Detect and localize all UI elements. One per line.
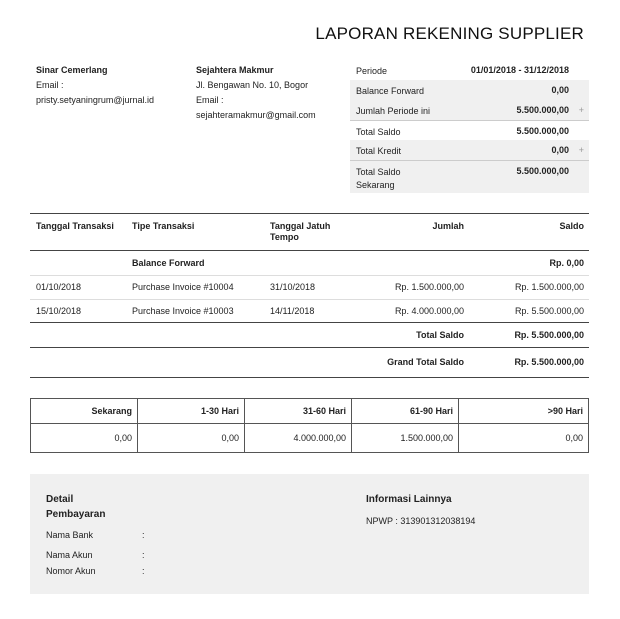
bank-label: Nama Bank <box>46 530 94 540</box>
row-jumlah: Rp. 1.500.000,00 <box>394 282 464 292</box>
total-saldo-label: Total Saldo <box>416 330 464 340</box>
supplier-block <box>196 63 346 123</box>
aging-value: 4.000.000,00 <box>293 433 346 443</box>
company-name: Sinar Cemerlang <box>36 65 108 75</box>
grand-total-rule <box>30 377 589 378</box>
header-tipe: Tipe Transaksi <box>132 221 195 231</box>
company-block <box>36 63 186 108</box>
nomor-label: Nomor Akun <box>46 566 96 576</box>
aging-header: 1-30 Hari <box>138 399 244 424</box>
row-tanggal: 15/10/2018 <box>36 306 82 316</box>
jumlah-value: 5.500.000,00 <box>516 105 569 115</box>
total-saldo-value: 5.500.000,00 <box>516 126 569 136</box>
info-title: Informasi Lainnya <box>366 494 452 505</box>
bank-colon: : <box>142 530 145 540</box>
row-tanggal: 01/10/2018 <box>36 282 82 292</box>
akun-colon: : <box>142 550 145 560</box>
aging-col-31-60 <box>245 399 352 452</box>
header-bottom-rule <box>30 250 589 251</box>
summary-jumlah <box>350 100 589 120</box>
row-saldo: Rp. 1.500.000,00 <box>514 282 584 292</box>
row-divider <box>30 299 589 300</box>
aging-header: 61-90 Hari <box>352 399 458 424</box>
plus-icon: + <box>578 145 584 155</box>
npwp: NPWP : 313901312038194 <box>366 516 476 526</box>
row-tipe[interactable]: Purchase Invoice #10003 <box>132 306 234 316</box>
report-title: LAPORAN REKENING SUPPLIER <box>315 24 584 43</box>
summary-balance-forward <box>350 80 589 100</box>
periode-label: Periode <box>356 66 388 76</box>
rows-bottom-rule <box>30 322 589 323</box>
total-sekarang-value: 5.500.000,00 <box>516 166 569 176</box>
row-divider <box>30 275 589 276</box>
plus-icon: + <box>578 105 584 115</box>
supplier-email: sejahteramakmur@gmail.com <box>196 110 316 120</box>
aging-value: 0,00 <box>221 433 239 443</box>
header-tanggal: Tanggal Transaksi <box>36 221 114 231</box>
supplier-email-label: Email : <box>196 95 224 105</box>
total-kredit-label: Total Kredit <box>356 146 402 156</box>
aging-header: >90 Hari <box>459 399 588 424</box>
supplier-address: Jl. Bengawan No. 10, Bogor <box>196 80 309 90</box>
aging-header: Sekarang <box>31 399 137 424</box>
table-top-rule <box>30 213 589 214</box>
aging-table <box>30 398 589 453</box>
balance-forward-label: Balance Forward <box>356 86 425 96</box>
total-rule <box>30 347 589 348</box>
balance-forward-row-label: Balance Forward <box>132 258 205 268</box>
company-email: pristy.setyaningrum@jurnal.id <box>36 95 155 105</box>
aging-col-61-90 <box>352 399 459 452</box>
header-jumlah: Jumlah <box>432 221 464 231</box>
summary-box <box>350 60 589 193</box>
summary-periode <box>350 60 589 80</box>
row-jatuh-tempo: 31/10/2018 <box>270 282 316 292</box>
payment-title: Detail Pembayaran <box>46 494 106 520</box>
jumlah-label: Jumlah Periode ini <box>356 106 431 116</box>
nomor-colon: : <box>142 566 145 576</box>
aging-col-1-30 <box>138 399 245 452</box>
total-saldo-value: Rp. 5.500.000,00 <box>514 330 584 340</box>
supplier-name: Sejahtera Makmur <box>196 65 274 75</box>
grand-total-value: Rp. 5.500.000,00 <box>514 357 584 367</box>
total-kredit-value: 0,00 <box>551 145 569 155</box>
balance-forward-value: 0,00 <box>551 85 569 95</box>
summary-total-kredit <box>350 140 589 160</box>
balance-forward-row-saldo: Rp. 0,00 <box>549 258 584 268</box>
aging-header: 31-60 Hari <box>245 399 351 424</box>
total-sekarang-label: Total Saldo Sekarang <box>356 167 401 190</box>
row-jumlah: Rp. 4.000.000,00 <box>394 306 464 316</box>
row-jatuh-tempo: 14/11/2018 <box>270 306 315 316</box>
aging-col-sekarang <box>31 399 138 452</box>
header-saldo: Saldo <box>559 221 584 231</box>
row-tipe[interactable]: Purchase Invoice #10004 <box>132 282 234 292</box>
aging-value: 0,00 <box>114 433 132 443</box>
aging-col-90plus <box>459 399 588 452</box>
aging-value: 1.500.000,00 <box>400 433 453 443</box>
total-saldo-label: Total Saldo <box>356 127 401 137</box>
payment-footer <box>30 474 589 594</box>
aging-value: 0,00 <box>565 433 583 443</box>
summary-total-saldo <box>350 120 589 140</box>
summary-total-sekarang <box>350 160 589 193</box>
row-saldo: Rp. 5.500.000,00 <box>514 306 584 316</box>
periode-value: 01/01/2018 - 31/12/2018 <box>470 65 569 75</box>
company-email-label: Email : <box>36 80 64 90</box>
akun-label: Nama Akun <box>46 550 93 560</box>
header-jatuh-tempo: Tanggal Jatuh Tempo <box>270 221 331 242</box>
grand-total-label: Grand Total Saldo <box>387 357 464 367</box>
